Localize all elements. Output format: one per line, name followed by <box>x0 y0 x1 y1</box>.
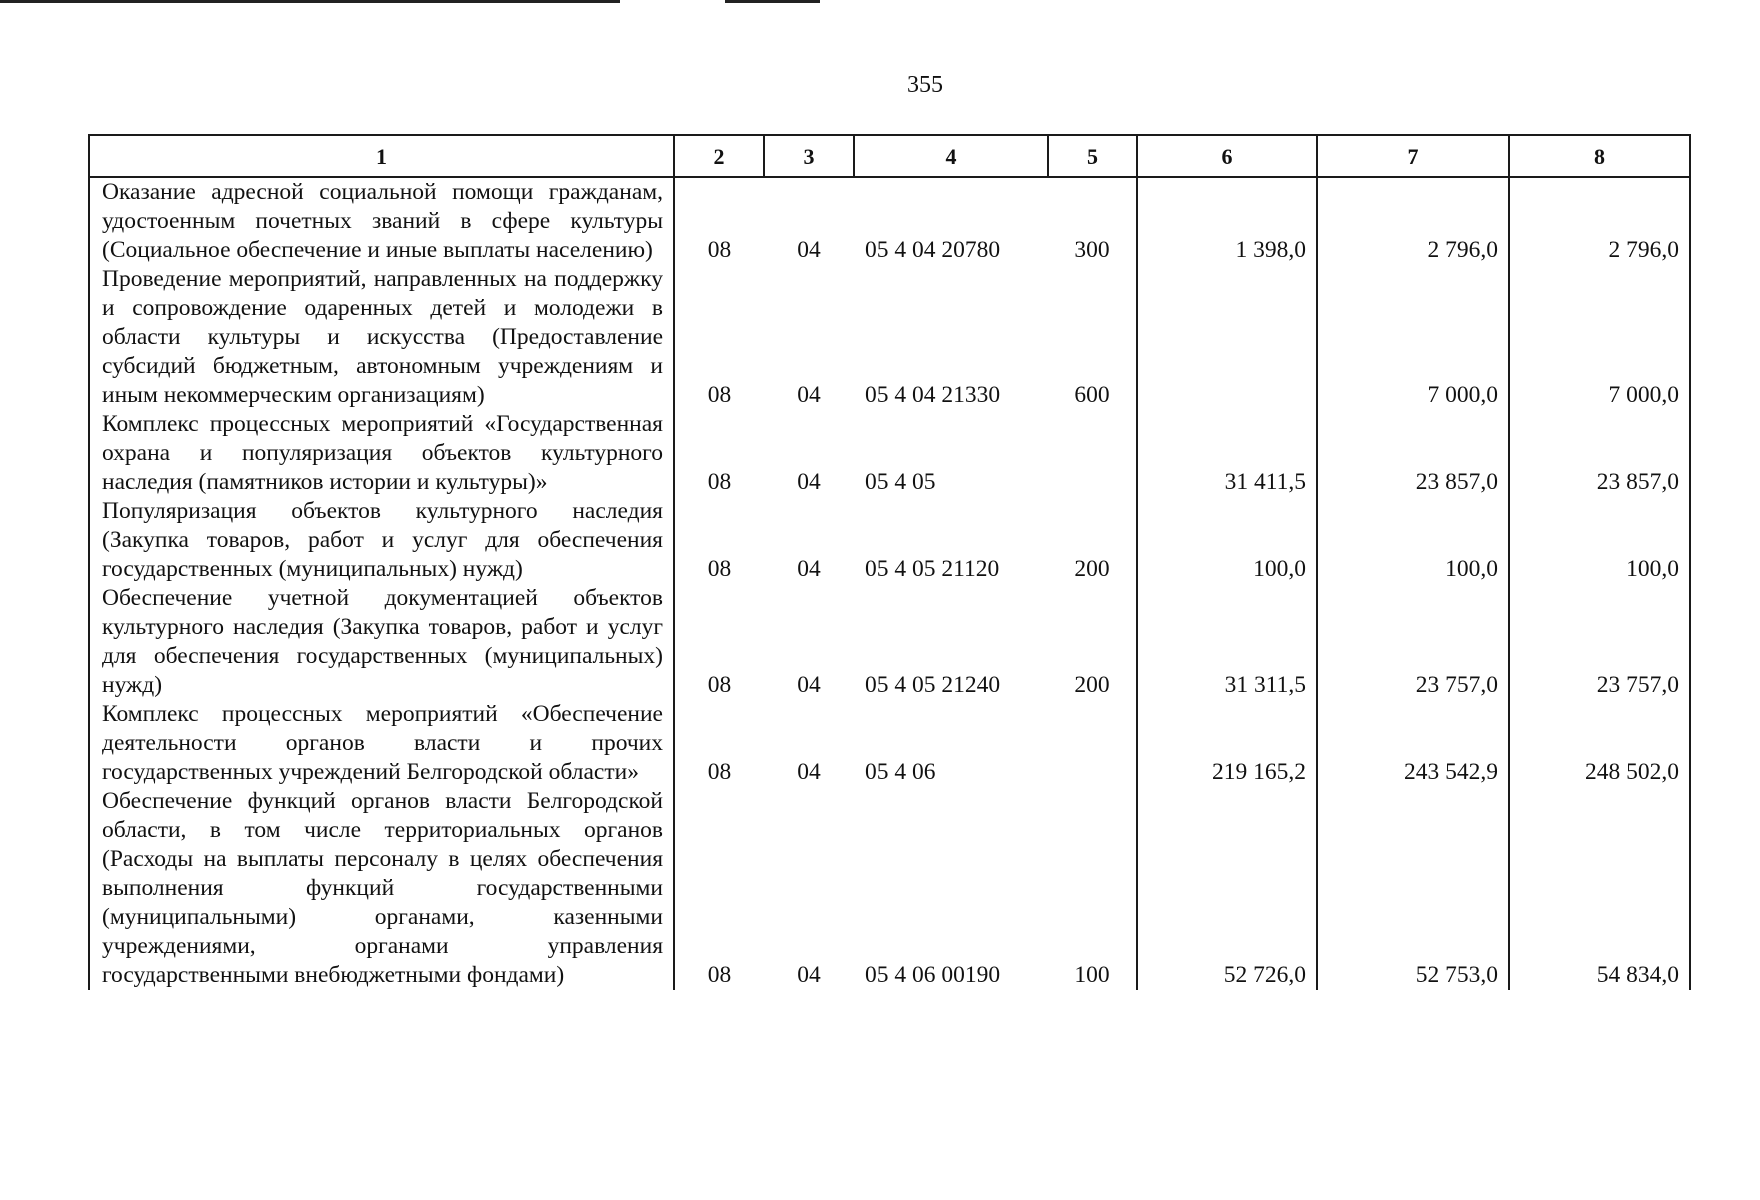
target-article-cell: 05 4 06 <box>865 759 936 785</box>
row-name-cell: Популяризация объектов культурного наследия (Закупка товаров, работ и услуг для обеспечения государственных (муниципальных) нужд) <box>89 497 674 584</box>
table-row <box>89 410 1690 497</box>
expense-type-cell: 600 <box>1074 382 1110 408</box>
row-name-cell: Проведение мероприятий, направленных на поддержку и сопровождение одаренных детей и молодежи в области культуры и искусства (Предоставление субсидий бюджетным, автономным учреждениям и иным некоммерческим организациям) <box>89 265 674 410</box>
section-code-cell: 08 <box>707 759 732 785</box>
amount-col-8-cell: 2 796,0 <box>1509 177 1690 265</box>
amount-col-7-cell: 243 542,9 <box>1317 700 1509 787</box>
amount-col-6-cell: 31 411,5 <box>1137 410 1317 497</box>
section-code-cell: 08 <box>707 672 732 698</box>
amount-col-6-cell: 52 726,0 <box>1137 787 1317 990</box>
header-col-4: 4 <box>854 135 1048 177</box>
section-code-cell: 08 <box>707 382 732 408</box>
header-col-2: 2 <box>674 135 764 177</box>
amount-col-8-cell: 100,0 <box>1509 497 1690 584</box>
expense-type-cell: 100 <box>1074 962 1110 988</box>
amount-col-7-cell: 23 757,0 <box>1317 584 1509 700</box>
subsection-code-cell: 04 <box>797 382 821 408</box>
amount-col-6-cell: 31 311,5 <box>1137 584 1317 700</box>
row-name-cell: Обеспечение учетной документацией объектов культурного наследия (Закупка товаров, работ и услуг для обеспечения государственных (муниципальных) нужд) <box>89 584 674 700</box>
subsection-code-cell: 04 <box>797 469 821 495</box>
amount-col-7-cell: 7 000,0 <box>1317 265 1509 410</box>
target-article-cell: 05 4 06 00190 <box>865 962 1001 988</box>
section-code-cell: 08 <box>707 556 732 582</box>
amount-col-8-cell: 7 000,0 <box>1509 265 1690 410</box>
amount-col-7-cell: 23 857,0 <box>1317 410 1509 497</box>
target-article-cell: 05 4 04 21330 <box>865 382 1001 408</box>
table-row <box>89 497 1690 584</box>
amount-col-6-cell: 1 398,0 <box>1137 177 1317 265</box>
table-row <box>89 584 1690 700</box>
expense-type-cell <box>1048 410 1137 497</box>
section-code-cell: 08 <box>707 962 732 988</box>
scan-edge-line-right <box>725 0 820 3</box>
amount-col-8-cell: 54 834,0 <box>1509 787 1690 990</box>
header-col-6: 6 <box>1137 135 1317 177</box>
header-row <box>89 135 1690 177</box>
page-number: 355 <box>907 72 943 98</box>
budget-table <box>88 134 1691 990</box>
amount-col-7-cell: 2 796,0 <box>1317 177 1509 265</box>
amount-col-8-cell: 248 502,0 <box>1509 700 1690 787</box>
table-row <box>89 787 1690 990</box>
header-col-3: 3 <box>764 135 854 177</box>
target-article-cell: 05 4 05 21120 <box>865 556 1000 582</box>
expense-type-cell: 200 <box>1074 556 1110 582</box>
amount-col-6-cell: 219 165,2 <box>1137 700 1317 787</box>
header-col-8: 8 <box>1509 135 1690 177</box>
amount-col-6-cell <box>1137 265 1317 410</box>
expense-type-cell: 200 <box>1074 672 1110 698</box>
row-name-cell: Обеспечение функций органов власти Белгородской области, в том числе территориальных органов (Расходы на выплаты персоналу в целях обеспечения выполнения функций государственными (муниципальными) органами, казенными учреждениями, органами управления государственными внебюджетными фондами) <box>89 787 674 990</box>
amount-col-7-cell: 52 753,0 <box>1317 787 1509 990</box>
row-name-cell: Комплекс процессных мероприятий «Государственная охрана и популяризация объектов культурного наследия (памятников истории и культуры)» <box>89 410 674 497</box>
amount-col-6-cell: 100,0 <box>1137 497 1317 584</box>
subsection-code-cell: 04 <box>797 759 821 785</box>
target-article-cell: 05 4 04 20780 <box>865 237 1001 263</box>
section-code-cell: 08 <box>707 469 732 495</box>
section-code-cell: 08 <box>707 237 732 263</box>
table-row <box>89 177 1690 265</box>
target-article-cell: 05 4 05 21240 <box>865 672 1001 698</box>
header-col-1: 1 <box>89 135 674 177</box>
subsection-code-cell: 04 <box>797 556 821 582</box>
header-col-7: 7 <box>1317 135 1509 177</box>
expense-type-cell: 300 <box>1074 237 1110 263</box>
header-col-5: 5 <box>1048 135 1137 177</box>
row-name-cell: Оказание адресной социальной помощи гражданам, удостоенным почетных званий в сфере культуры (Социальное обеспечение и иные выплаты населению) <box>89 177 674 265</box>
amount-col-8-cell: 23 857,0 <box>1509 410 1690 497</box>
subsection-code-cell: 04 <box>797 237 821 263</box>
scan-edge-line-left <box>0 0 620 3</box>
table-row <box>89 265 1690 410</box>
subsection-code-cell: 04 <box>797 962 821 988</box>
row-name-cell: Комплекс процессных мероприятий «Обеспечение деятельности органов власти и прочих государственных учреждений Белгородской области» <box>89 700 674 787</box>
table-row <box>89 700 1690 787</box>
amount-col-8-cell: 23 757,0 <box>1509 584 1690 700</box>
expense-type-cell <box>1048 700 1137 787</box>
amount-col-7-cell: 100,0 <box>1317 497 1509 584</box>
target-article-cell: 05 4 05 <box>865 469 936 495</box>
subsection-code-cell: 04 <box>797 672 821 698</box>
